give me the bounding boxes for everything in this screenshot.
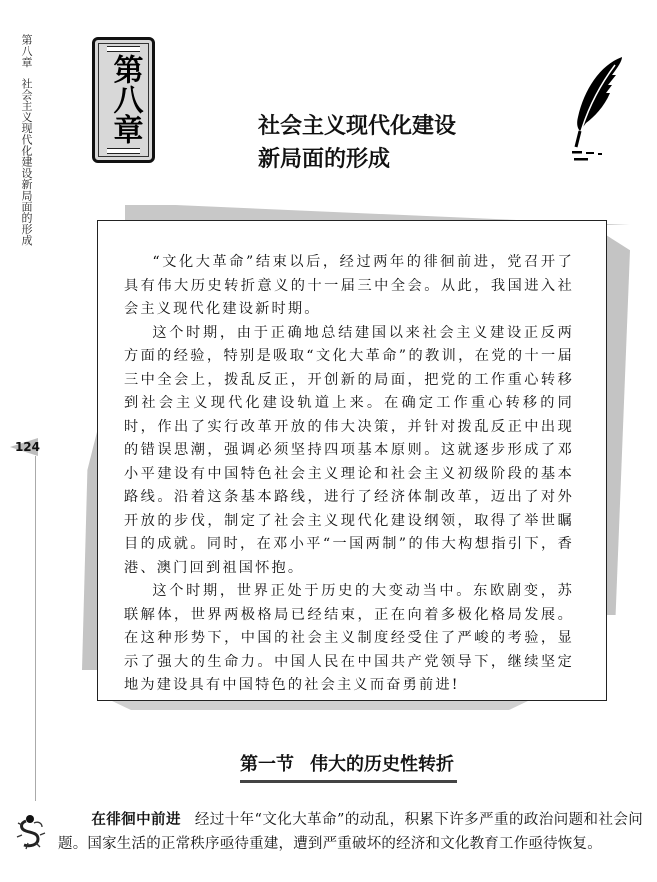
running-header-title: 社会主义现代化建设新局面的形成 xyxy=(20,77,33,246)
running-header-chapter: 第八章 xyxy=(20,34,33,68)
chapter-title-line1: 社会主义现代化建设 xyxy=(258,114,457,139)
chapter-title-line2: 新局面的形成 xyxy=(258,147,391,172)
body-paragraph xyxy=(58,808,643,856)
quill-pen-icon xyxy=(560,55,630,165)
page-number: 124 xyxy=(14,440,40,454)
paragraph-text: 经过十年“文化大革命”的动乱，积累下许多严重的政治问题和社会问题。国家生活的正常秩序亟待重建，遭到严重破坏的经济和文化教育工作亟待恢复。 xyxy=(58,812,643,852)
chapter-badge-text: 第八章 xyxy=(107,54,143,144)
badge-ornament-bottom xyxy=(107,148,140,154)
box-shadow-bottom xyxy=(110,700,530,710)
chapter-title xyxy=(258,110,456,176)
intro-paragraph: “文化大革命”结束以后，经过两年的徘徊前进，党召开了具有伟大历史转折意义的十一届三中全会。从此，我国进入社会主义现代化建设新时期。 xyxy=(124,254,574,317)
intro-paragraph: 这个时期，由于正确地总结建国以来社会主义建设正反两方面的经验，特别是吸取“文化大革命”的教训，在党的十一届三中全会上，拨乱反正，开创新的局面，把党的工作重心转移到社会主义现代化建设轨道上来。在确定工作重心转移的同时，作出了实行改革开放的伟大决策，并针对拨乱反正中出现的错误思潮，强调必须坚持四项基本原则。这就逐步形成了邓小平建设有中国特色社会主义理论和社会主义初级阶段的基本路线。沿着这条基本路线，进行了经济体制改革，迈出了对外开放的步伐，制定了社会主义现代化建设纲领，取得了举世瞩目的成就。同时，在邓小平“一国两制”的伟大构想指引下，香港、澳门回到祖国怀抱。 xyxy=(124,324,574,576)
running-header xyxy=(18,34,32,246)
intro-paragraph: 这个时期，世界正处于历史的大变动当中。东欧剧变，苏联解体，世界两极格局已经结束，正在向着多极化格局发展。在这种形势下，中国的社会主义制度经受住了严峻的考验，显示了强大的生命力。中国人民在中国共产党领导下，继续坚定地为建设具有中国特色的社会主义而奋勇前进! xyxy=(124,583,574,693)
dragon-ornament-icon xyxy=(16,813,46,851)
section-heading xyxy=(240,753,454,777)
chapter-intro-box xyxy=(97,220,607,701)
chapter-badge xyxy=(92,37,155,163)
section-number: 第一节 xyxy=(240,754,294,775)
badge-ornament-top xyxy=(107,46,140,52)
section-underline xyxy=(240,780,457,783)
section-title: 伟大的历史性转折 xyxy=(310,754,454,775)
paragraph-lead-heading: 在徘徊中前进 xyxy=(91,812,181,828)
box-shadow-right xyxy=(606,235,630,615)
margin-rule xyxy=(35,456,36,801)
